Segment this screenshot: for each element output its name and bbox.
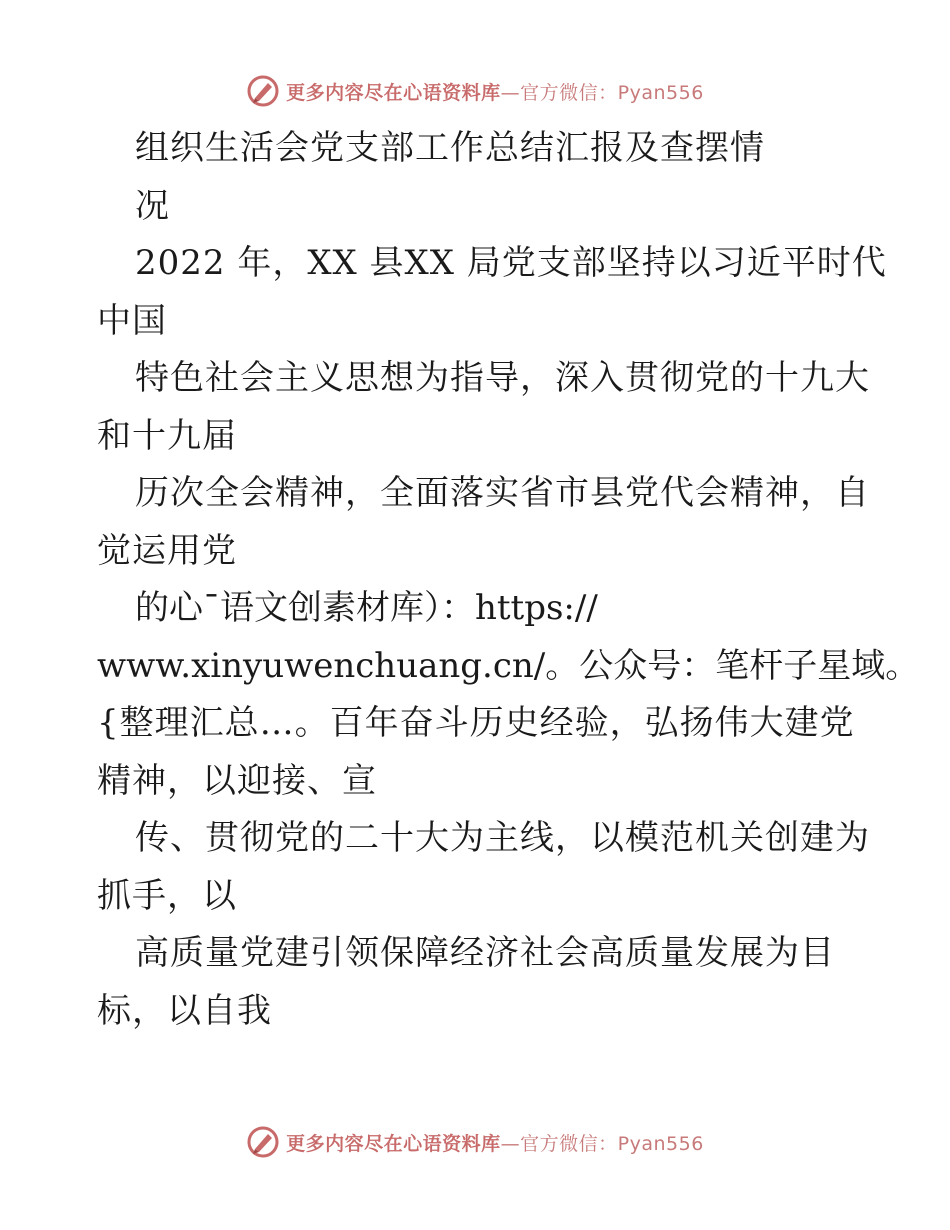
footer-banner-text [286,1129,704,1156]
paragraph-line: 和十九届 [97,415,237,456]
footer-banner-title: 更多内容尽在心语资料库 [286,1132,501,1155]
pen-logo-icon [246,1125,280,1159]
header-banner-text [286,78,704,105]
paragraph-line: 的心¯语文创素材库）：https:// [135,588,598,628]
document-body [0,120,950,1040]
paragraph-line: 抓手，以 [97,875,237,916]
paragraph-line: www.xinyuwenchuang.cn/。公众号：笔杆子星域。 [97,645,920,686]
paragraph-line: 历次全会精神，全面落实省市县党代会精神，自 [135,473,870,513]
pen-logo-icon [246,74,280,108]
paragraph-line: 标，以自我 [97,990,272,1031]
document-title-line: 组织生活会党支部工作总结汇报及查摆情 [135,128,765,168]
footer-banner [0,1122,950,1162]
document-title-line: 况 [135,185,170,226]
paragraph-line: 觉运用党 [97,530,237,571]
header-banner-inner [246,74,704,108]
header-banner [0,71,950,111]
paragraph-line: 特色社会主义思想为指导，深入贯彻党的十九大 [135,358,870,398]
paragraph-line: 高质量党建引领保障经济社会高质量发展为目 [135,933,835,973]
paragraph-line: 精神，以迎接、宣 [97,760,377,801]
paragraph-line: {整理汇总…。百年奋斗历史经验，弘扬伟大建党 [97,703,855,743]
paragraph-line: 传、贯彻党的二十大为主线，以模范机关创建为 [135,818,870,858]
paragraph-line: 2022 年，XX 县XX 局党支部坚持以习近平时代 [135,243,887,283]
header-banner-title: 更多内容尽在心语资料库 [286,81,501,104]
header-banner-wechat: —官方微信：Pyan556 [500,81,704,104]
footer-banner-inner [246,1125,704,1159]
footer-banner-wechat: —官方微信：Pyan556 [500,1132,704,1155]
paragraph-line: 中国 [97,300,167,341]
